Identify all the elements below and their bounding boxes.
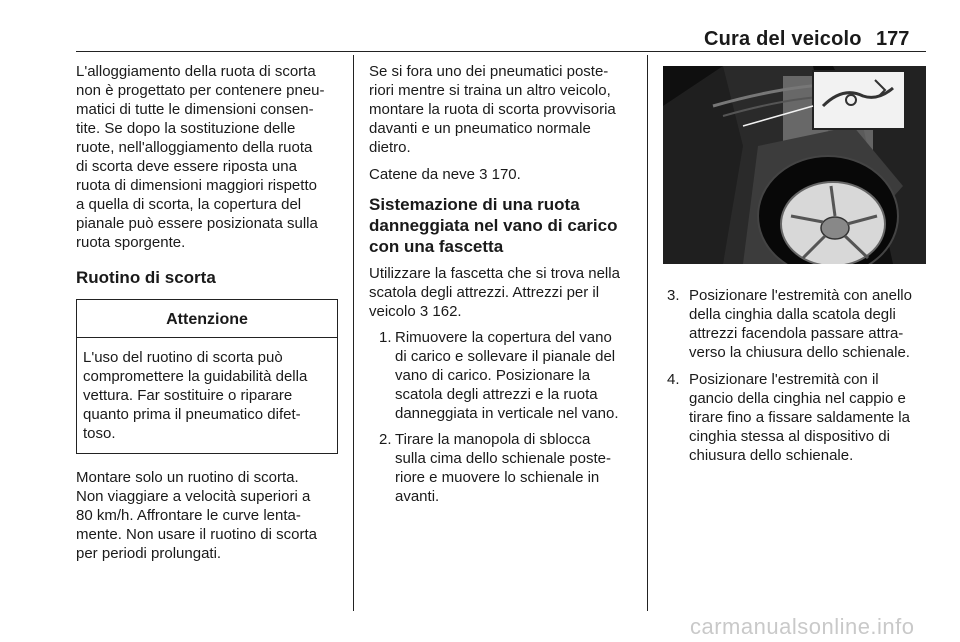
step-number: 3. xyxy=(667,287,680,304)
heading-line: con una fascetta xyxy=(369,237,504,256)
tools-page-link[interactable]: 162. xyxy=(432,303,462,320)
intro-paragraph xyxy=(76,62,344,252)
page-ref-arrow-icon: 3 xyxy=(419,303,429,320)
page-header-title: Cura del veicolo xyxy=(704,28,862,50)
text-line: Utilizzare la fascetta che si trova nella xyxy=(369,265,620,282)
text-line: toso. xyxy=(83,425,116,442)
text-line: tite. Se dopo la sostituzione delle xyxy=(76,120,296,137)
text-line: attrezzi facendola passare attra- xyxy=(689,325,904,342)
text-line: ruota di dimensioni maggiori rispetto xyxy=(76,177,317,194)
snow-chains-page-link[interactable]: 170. xyxy=(491,166,521,183)
text-line: tirare fino a fissare saldamente la xyxy=(689,409,910,426)
snow-chains-reference xyxy=(369,165,637,184)
page-number: 177 xyxy=(876,28,910,50)
text-line: Tirare la manopola di sblocca xyxy=(395,431,591,448)
text-line: dietro. xyxy=(369,139,411,156)
text-line: di scorta deve essere riposta una xyxy=(76,158,297,175)
step-3 xyxy=(663,286,931,362)
text-line: Non viaggiare a velocità superiori a xyxy=(76,488,311,505)
text-line: della cinghia dalla scatola degli xyxy=(689,306,896,323)
text-line: verso la chiusura dello schienale. xyxy=(689,344,910,361)
towing-paragraph xyxy=(369,62,637,157)
illustration-svg xyxy=(663,66,926,264)
step-number: 1. xyxy=(379,329,392,346)
text-line: Montare solo un ruotino di scorta. xyxy=(76,469,299,486)
text-line: avanti. xyxy=(395,488,440,505)
text-line: 80 km/h. Affrontare le curve lenta- xyxy=(76,507,301,524)
step-number: 4. xyxy=(667,371,680,388)
column-2 xyxy=(369,62,637,506)
text-line: Rimuovere la copertura del vano xyxy=(395,329,612,346)
text-line: ruota sporgente. xyxy=(76,234,186,251)
text-line: non è progettato per contenere pneu- xyxy=(76,82,325,99)
text-line: quanto prima il pneumatico difet- xyxy=(83,406,301,423)
step-2 xyxy=(369,430,637,506)
text-line xyxy=(369,302,637,321)
column-3 xyxy=(663,286,931,465)
text-line: montare la ruota di scorta provvisoria xyxy=(369,101,616,118)
heading-line: danneggiata nel vano di carico xyxy=(369,216,618,235)
step-1 xyxy=(369,328,637,423)
text-line: Posizionare l'estremità con il xyxy=(689,371,879,388)
text-line: cinghia stessa al dispositivo di xyxy=(689,428,890,445)
text-line: per periodi prolungati. xyxy=(76,545,222,562)
text-line: Posizionare l'estremità con anello xyxy=(689,287,912,304)
text-line: pianale può essere posizionata sulla xyxy=(76,215,318,232)
heading-line: Sistemazione di una ruota xyxy=(369,195,580,214)
text-line: di carico e sollevare il pianale del xyxy=(395,348,616,365)
warning-title: Attenzione xyxy=(77,300,337,338)
text-line: matici di tutte le dimensioni consen- xyxy=(76,101,314,118)
text-line: Se si fora uno dei pneumatici poste- xyxy=(369,63,609,80)
text-line: sulla cima dello schienale poste- xyxy=(395,450,611,467)
warning-box xyxy=(76,299,338,454)
warning-body xyxy=(77,338,337,453)
text-line: a quella di scorta, la copertura del xyxy=(76,196,302,213)
text-line: compromettere la guidabilità della xyxy=(83,368,308,385)
text-fragment: veicolo xyxy=(369,303,416,320)
strap-paragraph xyxy=(369,264,637,321)
snow-chains-label: Catene da neve xyxy=(369,166,475,183)
text-line: scatola degli attrezzi. Attrezzi per il xyxy=(369,284,600,301)
text-line: gancio della cinghia nel cappio e xyxy=(689,390,906,407)
site-watermark: carmanualsonline.info xyxy=(690,614,915,639)
text-line: chiusura dello schienale. xyxy=(689,447,854,464)
text-line: riore e muovere lo schienale in xyxy=(395,469,600,486)
text-line: ruote, nell'alloggiamento della ruota xyxy=(76,139,313,156)
column-divider-2 xyxy=(647,55,648,611)
spare-wheel-strap-illustration xyxy=(663,66,926,264)
text-line: scatola degli attrezzi e la ruota xyxy=(395,386,598,403)
page-ref-arrow-icon: 3 xyxy=(479,166,488,183)
text-line: mente. Non usare il ruotino di scorta xyxy=(76,526,317,543)
text-line: davanti e un pneumatico normale xyxy=(369,120,591,137)
section-heading-spare-wheel: Ruotino di scorta xyxy=(76,268,216,287)
step-4 xyxy=(663,370,931,465)
text-line: danneggiata in verticale nel vano. xyxy=(395,405,619,422)
section-heading-damaged-wheel xyxy=(369,194,637,257)
text-line: vettura. Far sostituire o riparare xyxy=(83,387,293,404)
text-line: riori mentre si traina un altro veicolo, xyxy=(369,82,611,99)
outro-paragraph xyxy=(76,468,344,563)
text-line: L'alloggiamento della ruota di scorta xyxy=(76,63,316,80)
column-divider-1 xyxy=(353,55,354,611)
text-line: L'uso del ruotino di scorta può xyxy=(83,349,283,366)
header-rule xyxy=(76,51,926,52)
step-number: 2. xyxy=(379,431,392,448)
column-1 xyxy=(76,62,344,563)
text-line: vano di carico. Posizionare la xyxy=(395,367,591,384)
